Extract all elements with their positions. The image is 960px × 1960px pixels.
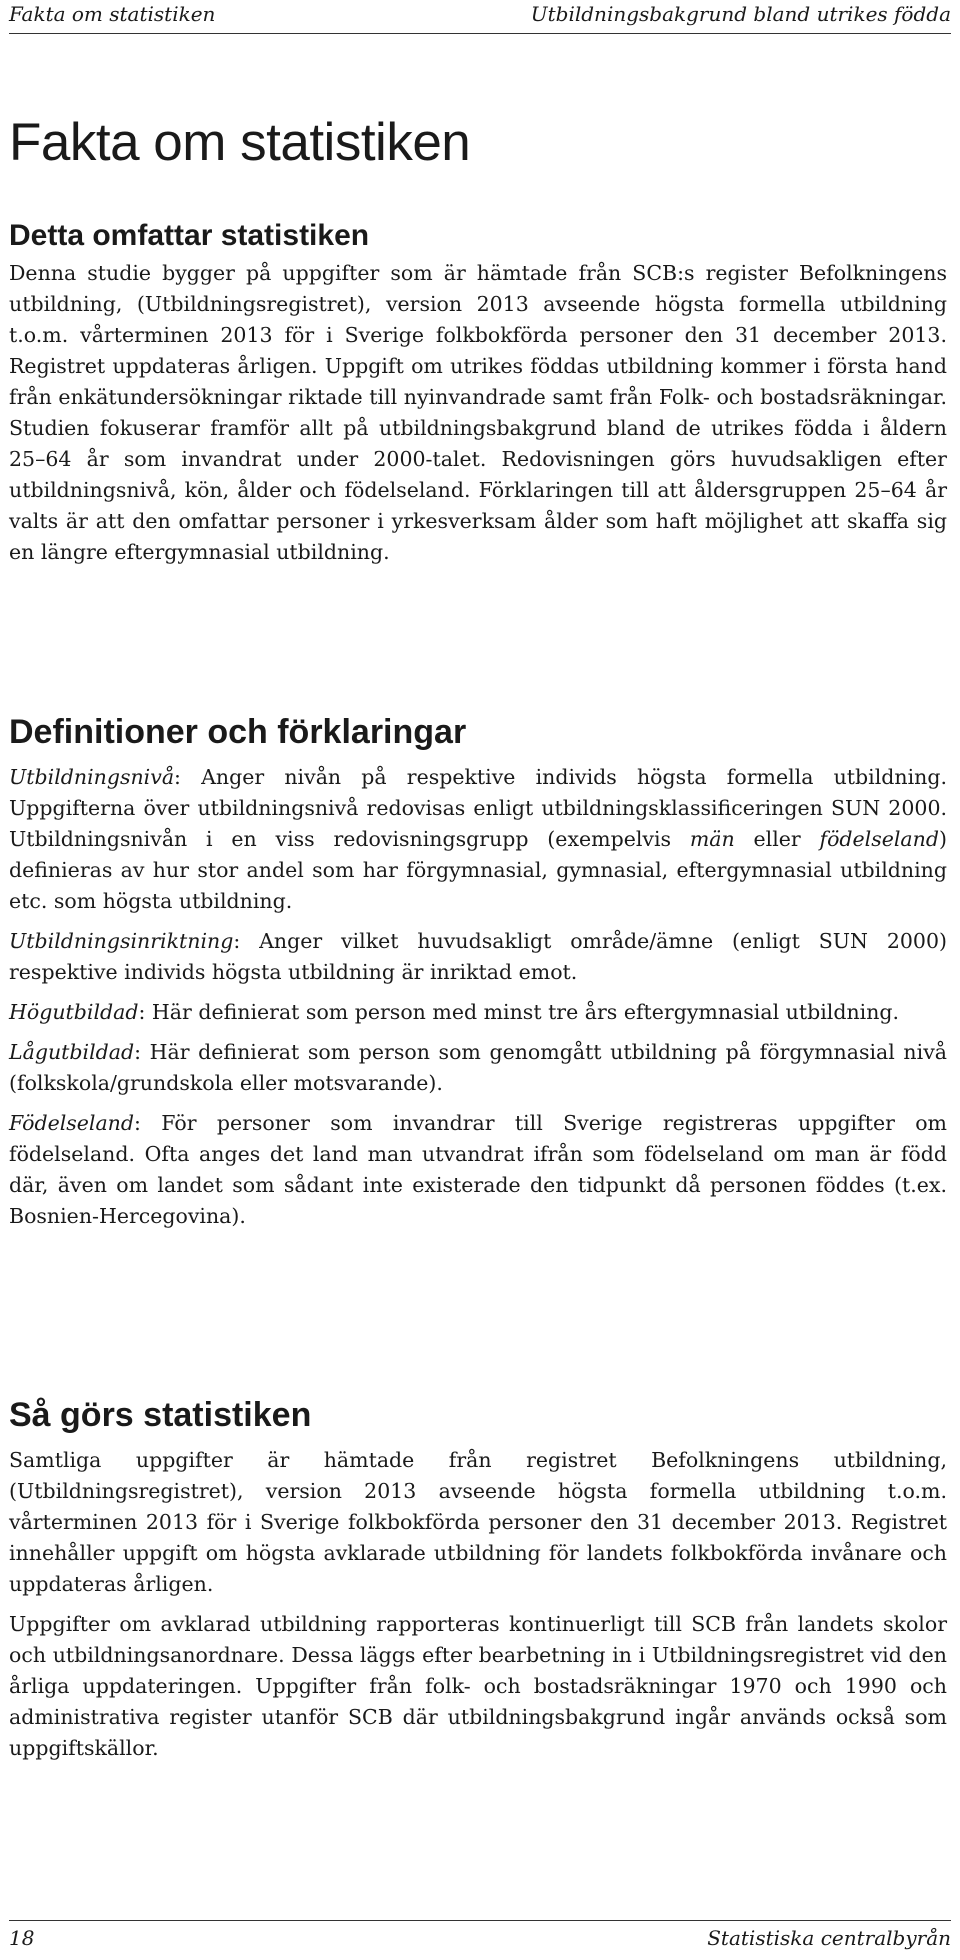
header-left-text: Fakta om statistiken [9,2,216,26]
definition-lagutbildad [9,1037,947,1099]
definition-text: : Här definierat som person med minst tre års eftergymnasial utbildning. [138,1000,900,1024]
definition-fodelseland [9,1108,947,1232]
definition-term: Lågutbildad [9,1040,135,1064]
definition-term: Högutbildad [9,1000,139,1024]
section-detta-omfattar [9,216,947,568]
definition-text: : För personer som invandrar till Sverige registreras uppgifter om födelseland. Ofta anges det land man utvandrat ifrån som födelseland om man är född där, även om landet som sådant inte existerade den tidpunkt då personen föddes (t.ex. Bosnien-Hercegovina). [9,1111,947,1228]
definition-emphasis: födelseland [819,827,939,851]
definition-text: : Anger vilket huvudsakligt område/ämne (enligt SUN 2000) respektive individs högsta utbildning är inriktad emot. [9,929,947,984]
running-footer [9,1924,951,1954]
definition-utbildningsniva [9,762,947,917]
definition-hogutbildad [9,997,947,1028]
definition-text: ) definieras av hur stor andel som har förgymnasial, gymnasial, eftergymnasial utbildning etc. som högsta utbildning. [9,827,947,913]
section-paragraph: Samtliga uppgifter är hämtade från registret Befolkningens utbildning, (Utbildningsregistret), version 2013 avseende högsta formella utbildning t.o.m. vårterminen 2013 för i Sverige folkbokförda personer den 31 december 2013. Registret innehåller uppgift om högsta avklarade utbildning för landets folkbokförda invånare och uppdateras årligen. [9,1448,947,1596]
section-sa-gors-statistiken [9,1393,947,1764]
section-definitioner [9,710,947,1232]
definition-emphasis: män [689,827,735,851]
page-title: Fakta om statistiken [9,113,471,172]
definition-utbildningsinriktning [9,926,947,988]
publisher-name: Statistiska centralbyrån [707,1926,951,1950]
section-paragraph: Denna studie bygger på uppgifter som är hämtade från SCB:s register Befolkningens utbildning, (Utbildningsregistret), version 2013 avseende högsta formella utbildning t.o.m. vårterminen 2013 för i Sverige folkbokförda personer den 31 december 2013. Registret uppdateras årligen. Uppgift om utrikes föddas utbildning kommer i första hand från enkätundersökningar riktade till nyinvandrade samt från Folk- och bostadsräkningar. Studien fokuserar framför allt på utbildningsbakgrund bland de utrikes födda i åldern 25–64 år som invandrat under 2000-talet. Redovisningen görs huvudsakligen efter utbildningsnivå, kön, ålder och födelseland. Förklaringen till att åldersgruppen 25–64 år valts är att den omfattar personer i yrkesverksam ålder som haft möjlighet att skaffa sig en längre eftergymnasial utbildning. [9,261,947,564]
definition-text: eller [734,827,820,851]
page-number: 18 [9,1926,35,1950]
running-header [9,0,951,30]
footer-divider [9,1920,951,1921]
section-paragraph: Uppgifter om avklarad utbildning rapporteras kontinuerligt till SCB från landets skolor och utbildningsanordnare. Dessa läggs efter bearbetning in i Utbildningsregistret vid den årliga uppdateringen. Uppgifter från folk- och bostadsräkningar 1970 och 1990 och administrativa register utanför SCB där utbildningsbakgrund ingår används också som uppgiftskällor. [9,1612,947,1760]
header-divider [9,33,951,34]
section-heading: Så görs statistiken [9,1396,312,1434]
header-right-text: Utbildningsbakgrund bland utrikes födda [530,2,951,26]
section-heading: Definitioner och förklaringar [9,713,467,751]
definition-term: Utbildningsinriktning [9,929,234,953]
definition-text: : Här definierat som person som genomgått utbildning på förgymnasial nivå (folkskola/grundskola eller motsvarande). [9,1040,947,1095]
definition-term: Utbildningsnivå [9,765,175,789]
definition-text: : Anger nivån på respektive individs högsta formella utbildning. Uppgifterna över utbildningsnivå redovisas enligt utbildningsklassificeringen SUN 2000. Utbildningsnivån i en viss redovisningsgrupp (exempelvis [9,765,947,851]
section-heading: Detta omfattar statistiken [9,219,370,252]
definition-term: Födelseland [9,1111,135,1135]
